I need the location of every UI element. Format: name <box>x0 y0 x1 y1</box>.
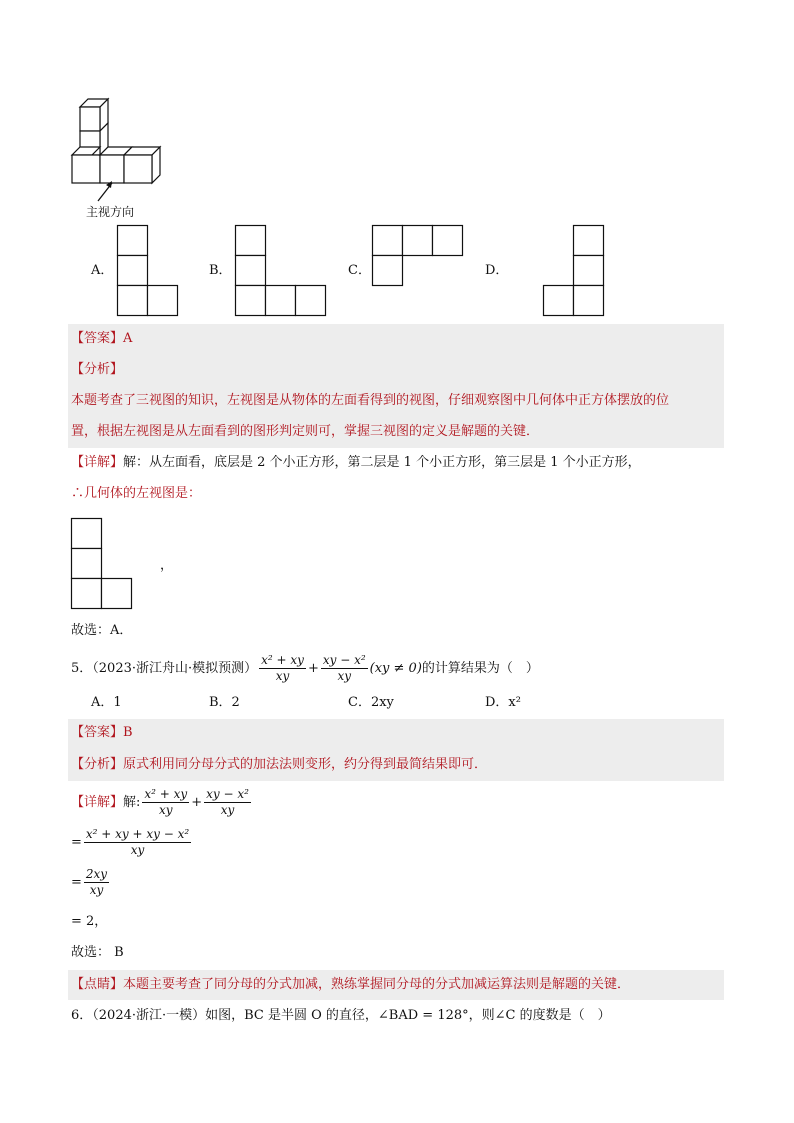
q6-stem: 6．（2024·浙江·一模）如图，BC 是半圆 O 的直径，∠BAD = 128°，则∠C 的度数是（ ） <box>71 1008 611 1023</box>
q4-analysis-tag: 【分析】 <box>71 362 124 377</box>
left-view-figure <box>71 518 133 610</box>
option-b-label: B． <box>209 263 232 278</box>
option-a-figure <box>117 225 179 317</box>
q5-detail-line-4: = 2， <box>71 914 108 929</box>
q5-option-b: B．2 <box>209 695 240 710</box>
option-c-figure <box>372 225 465 287</box>
direction-label: 主视方向 <box>86 205 135 219</box>
cube-figure <box>70 95 170 190</box>
q5-analysis: 【分析】原式利用同分母分式的加法法则变形，约分得到最简结果即可． <box>71 757 488 772</box>
option-c-label: C． <box>348 263 371 278</box>
cube-row <box>72 147 160 183</box>
q5-detail-line-3: = $\frac{2xy}{xy}$ <box>71 867 108 897</box>
q5-comment: 【点睛】本题主要考查了同分母的分式加减，熟练掌握同分母的分式加减运算法则是解题的关键． <box>71 977 631 992</box>
left-view-comma: ， <box>160 558 174 573</box>
q4-detail-line-2: ∴几何体的左视图是： <box>71 486 202 501</box>
option-d-figure <box>543 225 605 317</box>
q5-choose: 故选： B <box>71 945 124 960</box>
option-a-label: A． <box>91 263 114 278</box>
q5-answer: 【答案】B <box>71 725 133 740</box>
q5-option-a: A．1 <box>91 695 122 710</box>
q5-detail-line-1: 【详解】解: $\frac{\text{x² + xy}}{xy}$ + $\frac{\text{xy − x²}}{xy}$ <box>71 787 249 817</box>
q5-stem: 5．（2023·浙江舟山·模拟预测） $\frac{\text{x² + xy}}{xy}$ + $\frac{\text{xy − x²}}{xy}$ (xy ≠ 0)的计算结果为（ ） <box>71 653 539 683</box>
q4-detail-line-1: 【详解】解：从左面看，底层是 2 个小正方形，第二层是 1 个小正方形，第三层是 1 个小正方形， <box>71 455 641 470</box>
q5-option-d: D．x² <box>485 695 521 710</box>
q5-option-c: C．2xy <box>348 695 394 710</box>
q5-detail-line-2: = $\frac{\text{x² + xy + xy − x²}}{xy}$ <box>71 827 190 857</box>
option-d-label: D． <box>485 263 509 278</box>
q4-analysis-line-2: 置，根据左视图是从左面看到的图形判定则可，掌握三视图的定义是解题的关键． <box>71 424 540 439</box>
q4-answer: 【答案】A <box>71 331 133 346</box>
option-b-figure <box>235 225 328 317</box>
q4-analysis-line-1: 本题考查了三视图的知识，左视图是从物体的左面看得到的视图，仔细观察图中几何体中正方体摆放的位 <box>71 393 670 408</box>
q4-choose: 故选：A． <box>71 623 133 638</box>
view-direction-arrow <box>98 181 112 201</box>
